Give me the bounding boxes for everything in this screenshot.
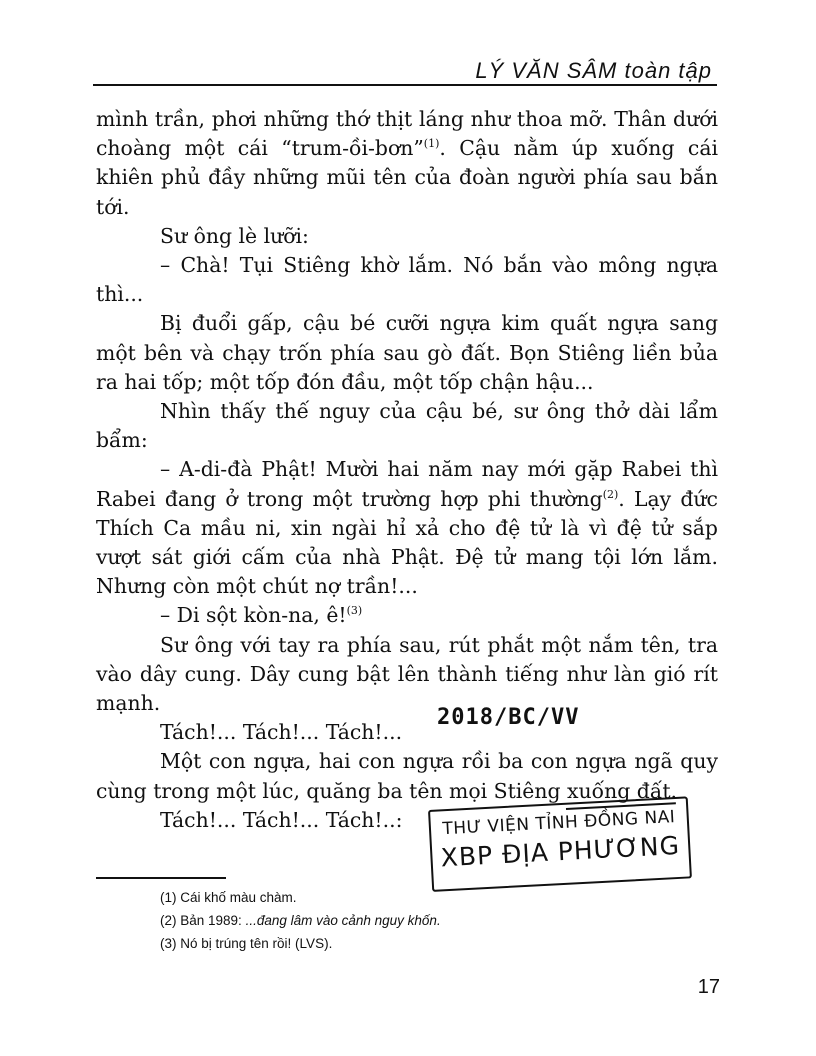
footnote-2-italic: ...đang lâm vào cảnh nguy khốn. — [245, 913, 441, 928]
footnote-2-label: (2) Bản 1989: — [160, 913, 246, 928]
paragraph-7 — [96, 601, 718, 630]
body-text — [96, 105, 718, 835]
paragraph-4: Bị đuổi gấp, cậu bé cưỡi ngựa kim quất ngựa sang một bên và chạy trốn phía sau gò đất. Bọn Stiêng liền bủa ra hai tốp; một tốp đón đầu, một tốp chận hậu... — [96, 311, 718, 394]
footnote-1: (1) Cái khố màu chàm. — [160, 890, 297, 905]
paragraph-6 — [96, 455, 718, 601]
paragraph-8: Sư ông với tay ra phía sau, rút phắt một nắm tên, tra vào dây cung. Dây cung bật lên thành tiếng như làn gió rít mạnh. — [96, 632, 718, 716]
paragraph-6-text: – A-di-đà Phật! Mười hai năm nay mới gặp Rabei thì Rabei đang ở trong một trường hợp phi thường — [96, 457, 718, 511]
footnote-rule — [96, 877, 226, 879]
footnote-ref-2: (2) — [602, 487, 619, 501]
running-header: LÝ VĂN SÂM toàn tập — [475, 58, 712, 83]
paragraph-5: Nhìn thấy thế nguy của cậu bé, sư ông thở dài lẩm bẩm: — [96, 399, 718, 453]
paragraph-11: Tách!... Tách!... Tách!..: — [160, 807, 403, 832]
registration-number-stamp: 2018/BC/VV — [437, 705, 580, 730]
paragraph-9: Tách!... Tách!... Tách!... — [160, 720, 403, 745]
footnote-2 — [160, 909, 660, 932]
paragraph-1-text-cont: . Cậu nằm úp xuống cái khiên phủ đầy những mũi tên của đoàn người phía sau bắn tới. — [96, 136, 719, 219]
library-stamp-collection: XBP ĐỊA PHƯƠNG — [440, 830, 681, 873]
paragraph-1 — [96, 105, 718, 222]
library-stamp-name: THƯ VIỆN TỈNH ĐỒNG NAI — [441, 807, 676, 840]
footnote-ref-3: (3) — [346, 604, 363, 618]
paragraph-1-text: mình trần, phơi những thớ thịt láng như thoa mỡ. Thân dưới choàng một cái “trum-ồi-bơn” — [96, 107, 718, 161]
paragraph-3: – Chà! Tụi Stiêng khờ lắm. Nó bắn vào mông ngựa thì... — [96, 253, 718, 307]
library-stamp — [428, 796, 692, 891]
header-rule — [93, 84, 717, 86]
footnote-3: (3) Nó bị trúng tên rồi! (LVS). — [160, 936, 333, 951]
paragraph-7-text: – Di sột kòn-na, ê! — [160, 603, 347, 628]
page-number: 17 — [697, 976, 720, 998]
paragraph-10: Một con ngựa, hai con ngựa rồi ba con ngựa ngã quy cùng trong một lúc, quăng ba tên mọi Stiêng xuống đất. — [96, 749, 718, 803]
footnotes — [160, 886, 660, 955]
paragraph-6-text-cont: . Lạy đức Thích Ca mầu ni, xin ngài hỉ xả cho đệ tử là vì đệ tử sắp vượt sát giới cấm của nhà Phật. Đệ tử mang tội lớn lắm. Nhưng còn một chút nợ trần!... — [96, 486, 718, 599]
footnote-ref-1: (1) — [423, 137, 440, 151]
paragraph-2: Sư ông lè lưỡi: — [160, 223, 309, 248]
